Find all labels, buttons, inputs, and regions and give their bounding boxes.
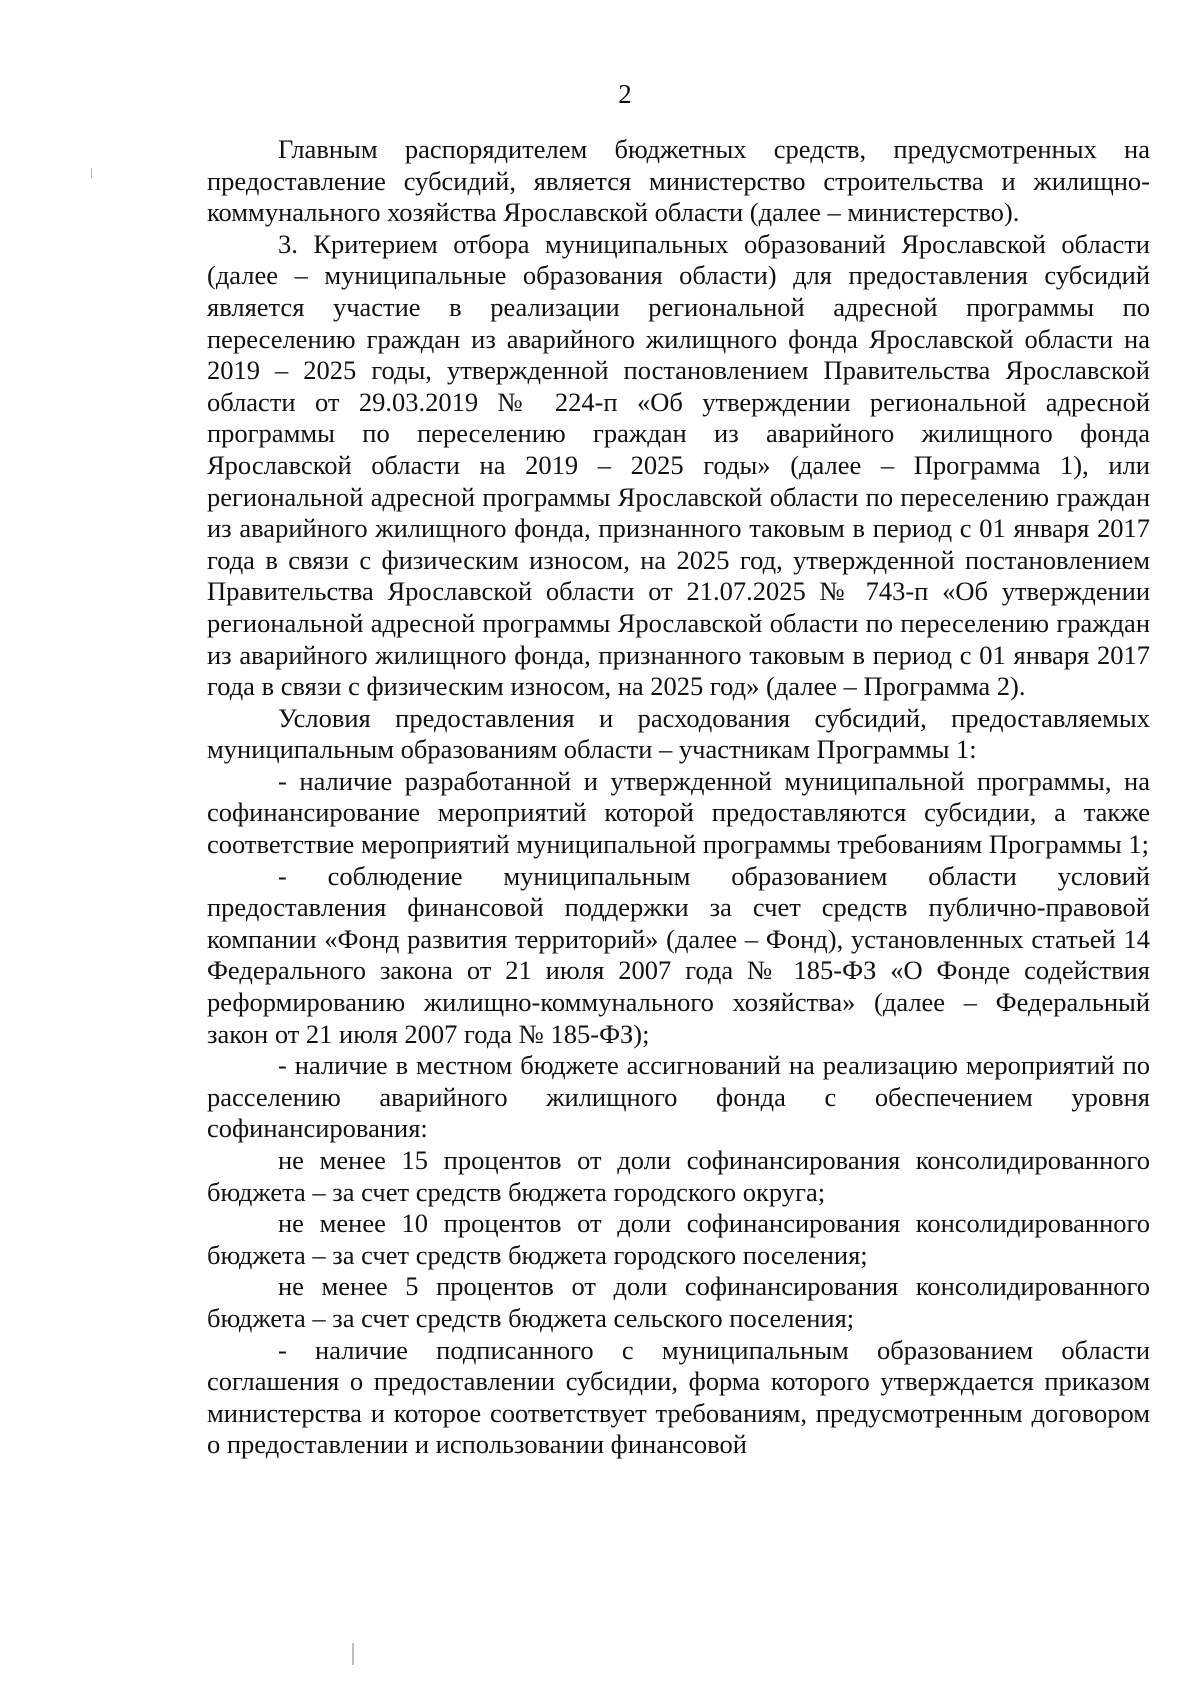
scan-artifact [352,1643,354,1665]
list-item-local-budget: - наличие в местном бюджете ассигнований на реализацию мероприятий по расселению аварийного жилищного фонда с обеспечением уровня софинансирования: [207,1050,1150,1144]
paragraph-subsidy-conditions: Условия предоставления и расходования субсидий, предоставляемых муниципальным образованиям области – участникам Программы 1: [207,702,1150,765]
cofinancing-city-district: не менее 15 процентов от доли софинансирования консолидированного бюджета – за счет средств бюджета городского округа; [207,1145,1150,1207]
cofinancing-rural-settlement: не менее 5 процентов от доли софинансирования консолидированного бюджета – за счет средств бюджета сельского поселения; [207,1271,1150,1333]
list-item-agreement: - наличие подписанного с муниципальным образованием области соглашения о предоставлении субсидии, форма которого утверждается приказом министерства и которое соответствует требованиям, предусмотренным договором о предоставлении и использовании финансовой [207,1334,1150,1460]
page-number: 2 [618,79,632,109]
document-body [207,134,1150,1461]
list-item-municipal-program: - наличие разработанной и утвержденной муниципальной программы, на софинансирование мероприятий которой предоставляются субсидии, а также соответствие мероприятий муниципальной программы требованиям Программы 1; [207,765,1150,860]
paragraph-selection-criterion: 3. Критерием отбора муниципальных образований Ярославской области (далее – муниципальные образования области) для предоставления субсидий является участие в реализации региональной адресной программы по переселению граждан из аварийного жилищного фонда Ярославской области на 2019 – 2025 годы, утвержденной постановлением Правительства Ярославской области от 29.03.2019 № 224-п «Об утверждении региональной адресной программы по переселению граждан из аварийного жилищного фонда Ярославской области на 2019 – 2025 годы» (далее – Программа 1), или региональной адресной программы Ярославской области по переселению граждан из аварийного жилищного фонда, признанного таковым в период с 01 января 2017 года в связи с физическим износом, на 2025 год, утвержденной постановлением Правительства Ярославской области от 21.07.2025 № 743-п «Об утверждении региональной адресной программы Ярославской области по переселению граждан из аварийного жилищного фонда, признанного таковым в период с 01 января 2017 года в связи с физическим износом, на 2025 год» (далее – Программа 2). [207,228,1150,702]
list-item-fund-conditions: - соблюдение муниципальным образованием области условий предоставления финансовой поддержки за счет средств публично-правовой компании «Фонд развития территорий» (далее – Фонд), установленных статьей 14 Федерального закона от 21 июля 2007 года № 185-ФЗ «О Фонде содействия реформированию жилищно-коммунального хозяйства» (далее – Федеральный закон от 21 июля 2007 года № 185-ФЗ); [207,860,1150,1049]
paragraph-chief-administrator: Главным распорядителем бюджетных средств, предусмотренных на предоставление субсидий, является министерство строительства и жилищно-коммунального хозяйства Ярославской области (далее – министерство). [207,134,1150,228]
cofinancing-urban-settlement: не менее 10 процентов от доли софинансирования консолидированного бюджета – за счет средств бюджета городского поселения; [207,1208,1150,1270]
scan-artifact [91,168,92,178]
